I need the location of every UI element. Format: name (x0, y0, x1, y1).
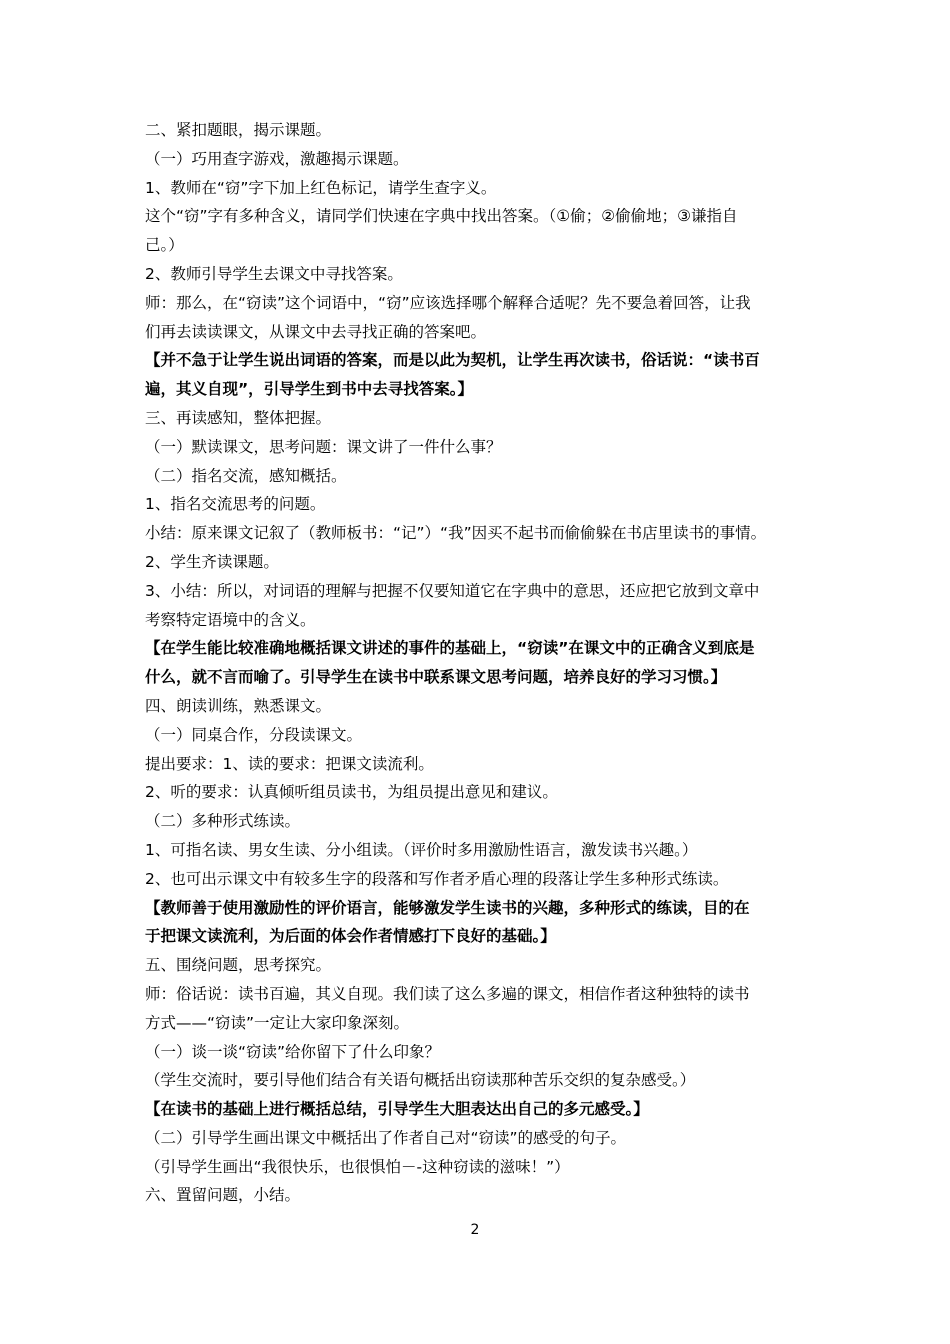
text-line: 3、小结：所以，对词语的理解与把握不仅要知道它在字典中的意思，还应把它放到文章中 (145, 581, 760, 600)
text-line: 小结：原来课文记叙了（教师板书：“记”）“我”因买不起书而偷偷躲在书店里读书的事情。 (145, 524, 767, 543)
text-line: （一）同桌合作，分段读课文。 (145, 725, 363, 744)
annotation-line: 遍，其义自现”，引导学生到书中去寻找答案。】 (145, 380, 473, 399)
text-line: 师：那么，在“窃读”这个词语中，“窃”应该选择哪个解释合适呢？先不要急着回答，让我 (145, 293, 751, 312)
text-line: 六、置留问题，小结。 (145, 1186, 301, 1205)
text-line: 2、听的要求：认真倾听组员读书，为组员提出意见和建议。 (145, 783, 558, 802)
text-line: 提出要求：1、读的要求：把课文读流利。 (145, 754, 434, 773)
text-line: 二、紧扣题眼，揭示课题。 (145, 121, 332, 139)
text-line: 师：俗话说：读书百遍，其义自现。我们读了这么多遍的课文，相信作者这种独特的读书 (145, 984, 750, 1003)
annotation-line: 【在读书的基础上进行概括总结，引导学生大胆表达出自己的多元感受。】 (145, 1100, 649, 1119)
text-line: （一）巧用查字游戏，激趣揭示课题。 (145, 149, 409, 168)
text-line: （二）引导学生画出课文中概括出了作者自己对“窃读”的感受的句子。 (145, 1128, 627, 1147)
text-line: （引导学生画出“我很快乐，也很惧怕－-这种窃读的滋味！”） (145, 1157, 570, 1176)
text-line: （二）多种形式练读。 (145, 812, 301, 831)
text-line: 2、教师引导学生去课文中寻找答案。 (145, 264, 403, 283)
text-line: 1、教师在“窃”字下加上红色标记，请学生查字义。 (145, 178, 497, 197)
page-number: 2 (470, 1222, 480, 1238)
text-line: 五、围绕问题，思考探究。 (145, 956, 332, 975)
annotation-line: 【并不急于让学生说出词语的答案，而是以此为契机，让学生再次读书，俗话说：“读书百 (145, 351, 760, 370)
annotation-line: 【在学生能比较准确地概括课文讲述的事件的基础上，“窃读”在课文中的正确含义到底是 (145, 639, 755, 658)
text-line: （二）指名交流，感知概括。 (145, 466, 347, 485)
text-line: （学生交流时，要引导他们结合有关语句概括出窃读那种苦乐交织的复杂感受。） (145, 1071, 696, 1090)
annotation-line: 于把课文读流利，为后面的体会作者情感打下良好的基础。】 (145, 927, 556, 946)
text-line: 考察特定语境中的含义。 (145, 610, 316, 629)
text-line: 己。） (145, 236, 184, 255)
text-line: 1、指名交流思考的问题。 (145, 495, 326, 514)
text-line: 们再去读读课文，从课文中去寻找正确的答案吧。 (145, 322, 487, 341)
text-line: 四、朗读训练，熟悉课文。 (145, 696, 332, 715)
document-body (145, 116, 835, 1210)
annotation-line: 【教师善于使用激励性的评价语言，能够激发学生读书的兴趣，多种形式的练读，目的在 (145, 898, 750, 917)
text-line: 1、可指名读、男女生读、分小组读。（评价时多用激励性语言，激发读书兴趣。） (145, 840, 698, 859)
text-line: 三、再读感知，整体把握。 (145, 408, 332, 427)
text-line: 这个“窃”字有多种含义，请同学们快速在字典中找出答案。（①偷；②偷偷地；③谦指自 (145, 207, 738, 226)
text-line: 2、学生齐读课题。 (145, 552, 279, 571)
annotation-line: 什么，就不言而喻了。引导学生在读书中联系课文思考问题，培养良好的学习习惯。】 (145, 668, 727, 687)
text-line: 方式——“窃读”一定让大家印象深刻。 (145, 1013, 410, 1032)
text-line: 2、也可出示课文中有较多生字的段落和写作者矛盾心理的段落让学生多种形式练读。 (145, 869, 729, 888)
text-line: （一）谈一谈“窃读”给你留下了什么印象？ (145, 1042, 441, 1061)
text-line: （一）默读课文，思考问题：课文讲了一件什么事？ (145, 437, 502, 456)
